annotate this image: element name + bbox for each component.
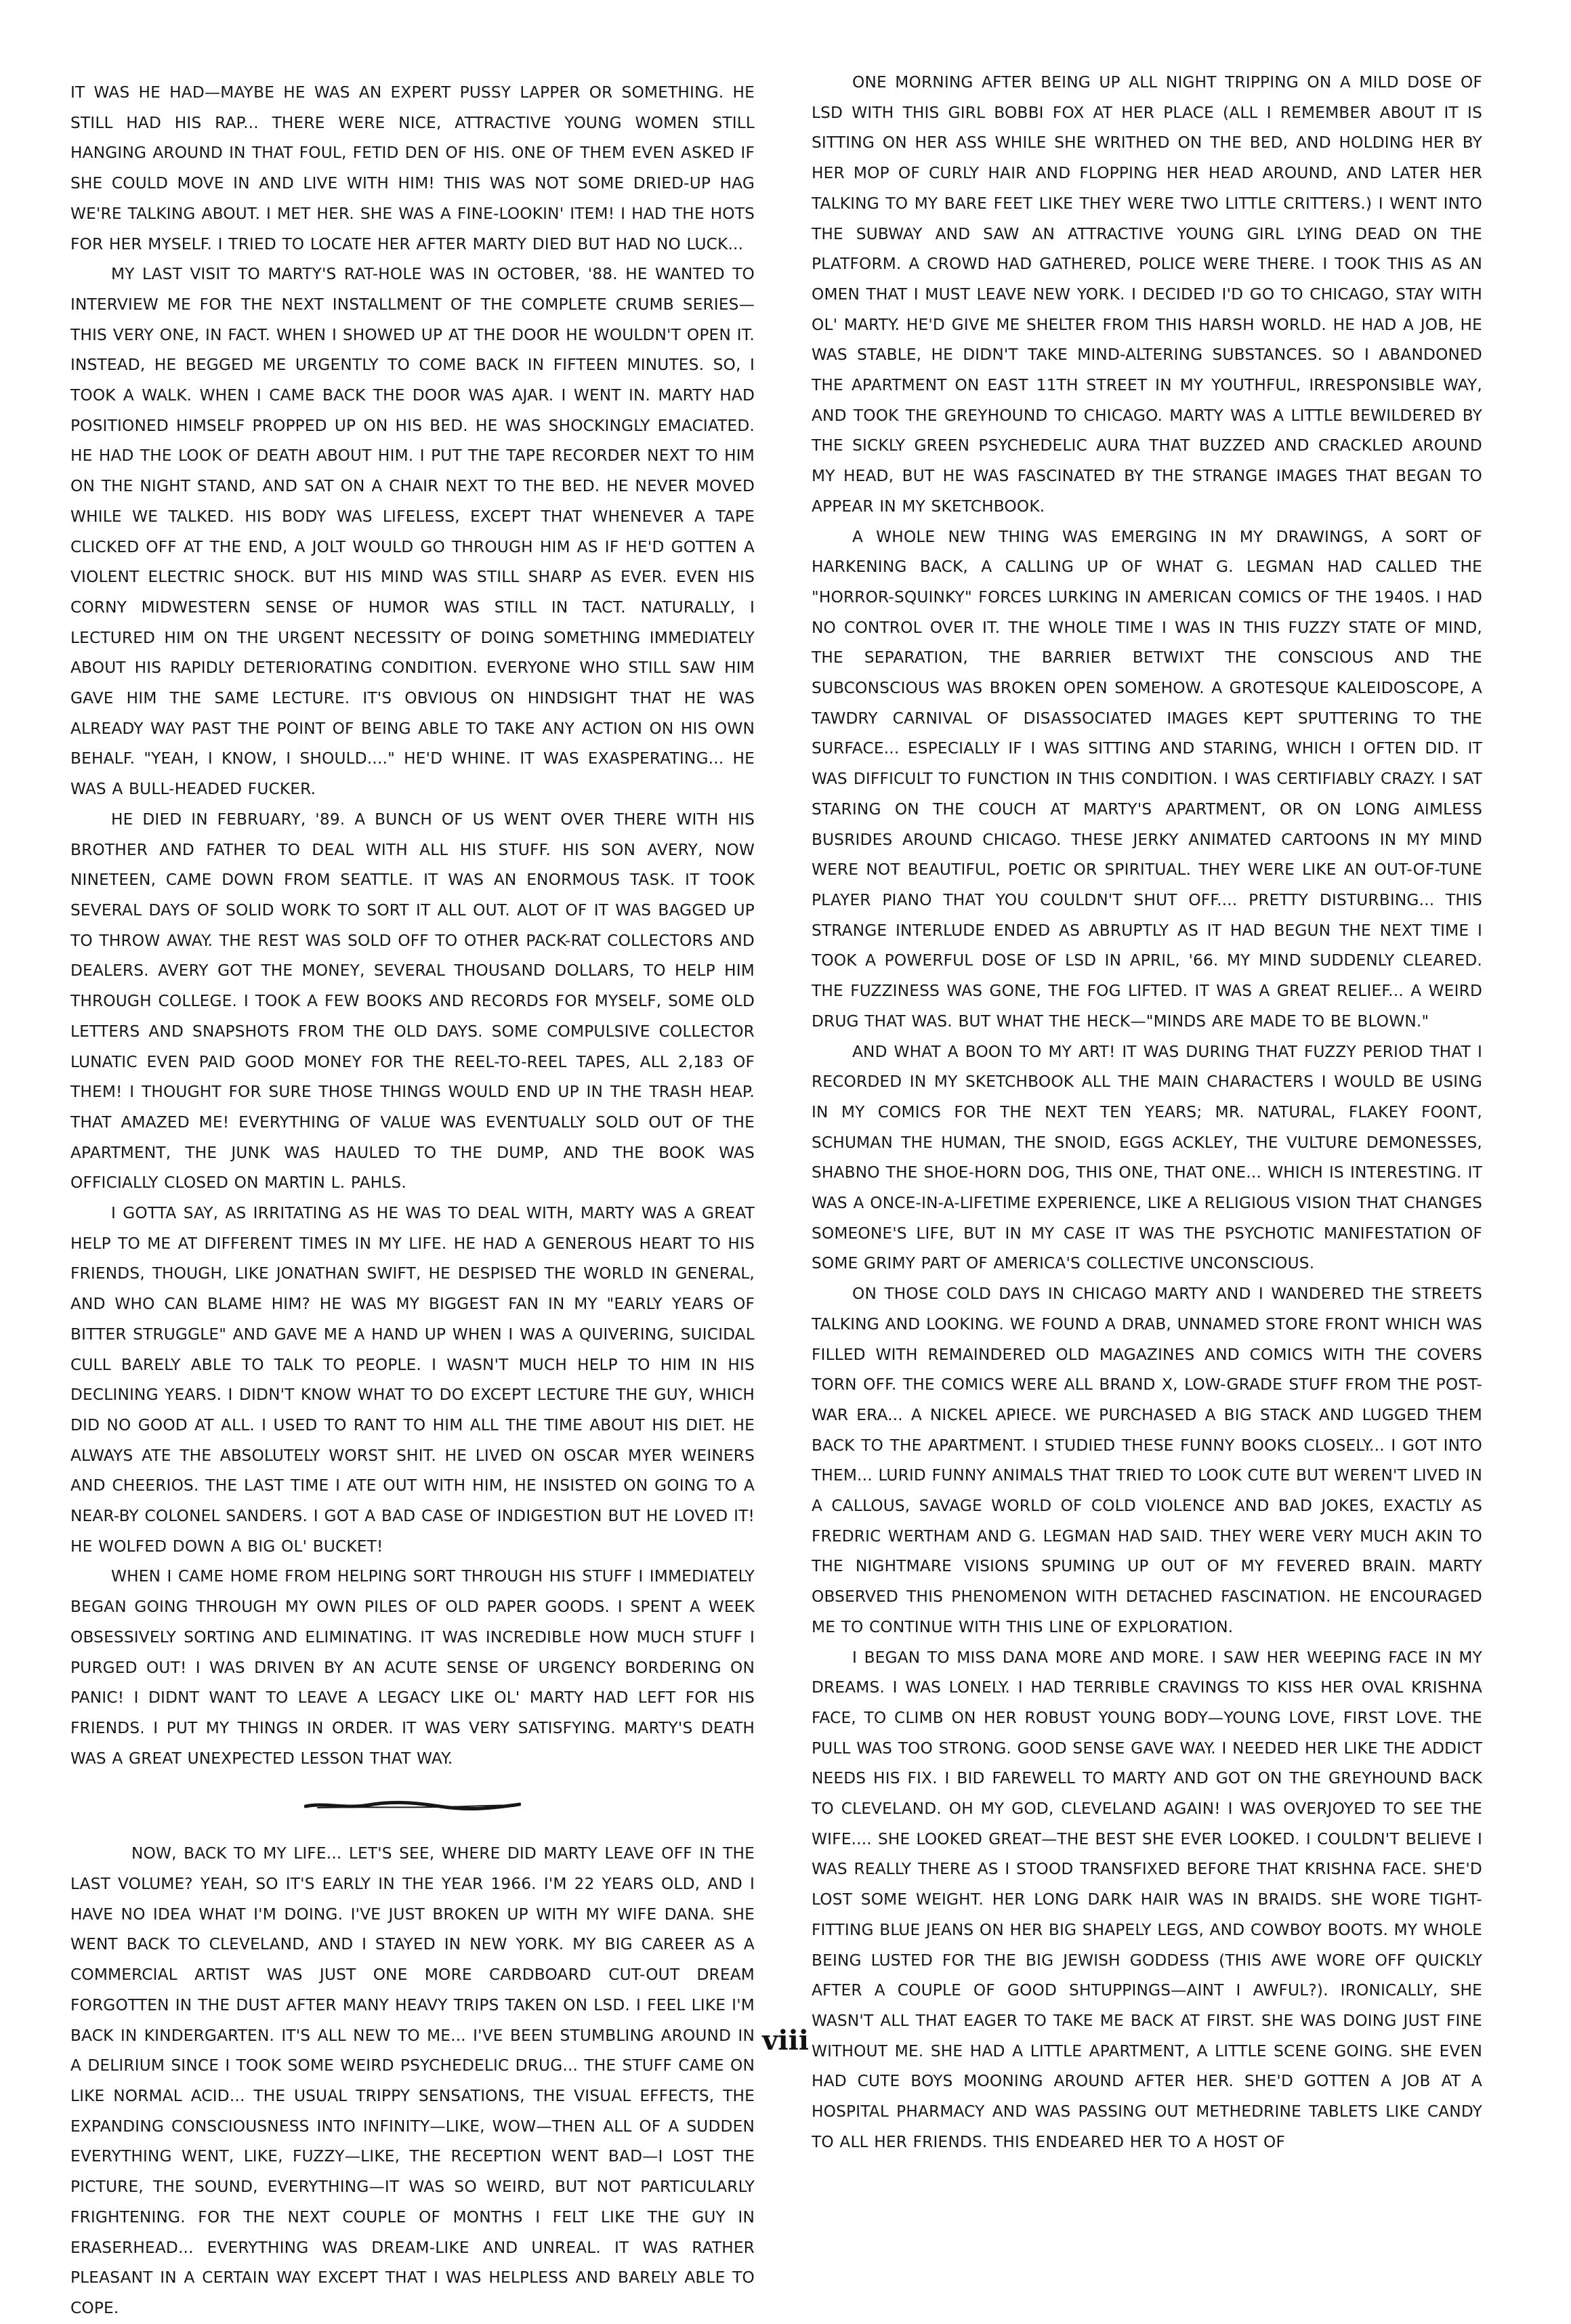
paragraph: AND WHAT A BOON TO MY ART! IT WAS DURING THAT FUZZY PERIOD THAT I RECORDED IN MY SKETCHBOOK ALL THE MAIN CHARACTERS I WOULD BE USING IN MY COMICS FOR THE NEXT TEN YEARS; MR. NATURAL, FLAKEY FOONT, SCHUMAN THE HUMAN, THE SNOID, EGGS ACKLEY, THE VULTURE DEMONESSES, SHABNO THE SHOE-HORN DOG, THIS ONE, THAT ONE... WHICH IS INTERESTING. IT WAS A ONCE-IN-A-LIFETIME EXPERIENCE, LIKE A RELIGIOUS VISION THAT CHANGES SOMEONE'S LIFE, BUT IN MY CASE IT WAS THE PSYCHOTIC MANIFESTATION OF SOME GRIMY PART OF AMERICA'S COLLECTIVE UNCONSCIOUS. [812, 1042, 1482, 1273]
paragraph: I BEGAN TO MISS DANA MORE AND MORE. I SAW HER WEEPING FACE IN MY DREAMS. I WAS LONELY. I HAD TERRIBLE CRAVINGS TO KISS HER OVAL KRISHNA FACE, TO CLIMB ON HER ROBUST YOUNG BODY—YOUNG LOVE, FIRST LOVE. THE PULL WAS TOO STRONG. GOOD SENSE GAVE WAY. I NEEDED HER LIKE THE ADDICT NEEDS HIS FIX. I BID FAREWELL TO MARTY AND GOT ON THE GREYHOUND BACK TO CLEVELAND. OH MY GOD, CLEVELAND AGAIN! I WAS OVERJOYED TO SEE THE WIFE.... SHE LOOKED GREAT—THE BEST SHE EVER LOOKED. I COULDN'T BELIEVE I WAS REALLY THERE AS I STOOD TRANSFIXED BEFORE THAT KRISHNA FACE. SHE'D LOST SOME WEIGHT. HER LONG DARK HAIR WAS IN BRAIDS. SHE WORE TIGHT-FITTING BLUE JEANS ON HER BIG SHAPELY LEGS, AND COWBOY BOOTS. MY WHOLE BEING LUSTED FOR THE BIG JEWISH GODDESS (THIS AWE WORE OFF QUICKLY AFTER A COUPLE OF GOOD SHTUPPINGS—AINT I AWFUL?). IRONICALLY, SHE WASN'T ALL THAT EAGER TO TAKE ME BACK AT FIRST. SHE WAS DOING JUST FINE WITHOUT ME. SHE HAD A LITTLE APARTMENT, A LITTLE SCENE GOING. SHE EVEN HAD CUTE BOYS MOONING AROUND AFTER HER. SHE'D GOTTEN A JOB AT A HOSPITAL PHARMACY AND WAS PASSING OUT METHEDRINE TABLETS LIKE CANDY TO ALL HER FRIENDS. THIS ENDEARED HER TO A HOST OF [812, 1648, 1482, 2151]
paragraph: NOW, BACK TO MY LIFE... LET'S SEE, WHERE DID MARTY LEAVE OFF IN THE LAST VOLUME? YEAH, SO IT'S EARLY IN THE YEAR 1966. I'M 22 YEARS OLD, AND I HAVE NO IDEA WHAT I'M DOING. I'VE JUST BROKEN UP WITH MY WIFE DANA. SHE WENT BACK TO CLEVELAND, AND I STAYED IN NEW YORK. MY BIG CAREER AS A COMMERCIAL ARTIST WAS JUST ONE MORE CARDBOARD CUT-OUT DREAM FORGOTTEN IN THE DUST AFTER MANY HEAVY TRIPS TAKEN ON LSD. I FEEL LIKE I'M BACK IN KINDERGARTEN. IT'S ALL NEW TO ME... I'VE BEEN STUMBLING AROUND IN A DELIRIUM SINCE I TOOK SOME WEIRD PSYCHEDELIC DRUG... THE STUFF CAME ON LIKE NORMAL ACID... THE USUAL TRIPPY SENSATIONS, THE VISUAL EFFECTS, THE EXPANDING CONSCIOUSNESS INTO INFINITY—LIKE, WOW—THEN ALL OF A SUDDEN EVERYTHING WENT, LIKE, FUZZY—LIKE, THE RECEPTION WENT BAD—I LOST THE PICTURE, THE SOUND, EVERYTHING—IT WAS SO WEIRD, BUT NOT PARTICULARLY FRIGHTENING. FOR THE NEXT COUPLE OF MONTHS I FELT LIKE THE GUY IN ERASERHEAD... EVERYTHING WAS DREAM-LIKE AND UNREAL. IT WAS RATHER PLEASANT IN A CERTAIN WAY EXCEPT THAT I WAS HELPLESS AND BARELY ABLE TO COPE. [70, 1844, 755, 2317]
hand-drawn-divider-line [304, 1798, 521, 1812]
paragraph: ONE MORNING AFTER BEING UP ALL NIGHT TRIPPING ON A MILD DOSE OF LSD WITH THIS GIRL BOBBI FOX AT HER PLACE (ALL I REMEMBER ABOUT IT IS SITTING ON HER ASS WHILE SHE WRITHED ON THE BED, AND HOLDING HER BY HER MOP OF CURLY HAIR AND FLOPPING HER HEAD AROUND, AND LATER HER TALKING TO MY BARE FEET LIKE THEY WERE TWO LITTLE CRITTERS.) I WENT INTO THE SUBWAY AND SAW AN ATTRACTIVE YOUNG GIRL LYING DEAD ON THE PLATFORM. A CROWD HAD GATHERED, POLICE WERE THERE. I TOOK THIS AS AN OMEN THAT I MUST LEAVE NEW YORK. I DECIDED I'D GO TO CHICAGO, STAY WITH OL' MARTY. HE'D GIVE ME SHELTER FROM THIS HARSH WORLD. HE HAD A JOB, HE WAS STABLE, HE DIDN'T TAKE MIND-ALTERING SUBSTANCES. SO I ABANDONED THE APARTMENT ON EAST 11TH STREET IN MY YOUTHFUL, IRRESPONSIBLE WAY, AND TOOK THE GREYHOUND TO CHICAGO. MARTY WAS A LITTLE BEWILDERED BY THE SICKLY GREEN PSYCHEDELIC AURA THAT BUZZED AND CRACKLED AROUND MY HEAD, BUT HE WAS FASCINATED BY THE STRANGE IMAGES THAT BEGAN TO APPEAR IN MY SKETCHBOOK. [812, 73, 1482, 516]
paragraph: WHEN I CAME HOME FROM HELPING SORT THROUGH HIS STUFF I IMMEDIATELY BEGAN GOING THROUGH MY OWN PILES OF OLD PAPER GOODS. I SPENT A WEEK OBSESSIVELY SORTING AND ELIMINATING. IT WAS INCREDIBLE HOW MUCH STUFF I PURGED OUT! I WAS DRIVEN BY AN ACUTE SENSE OF URGENCY BORDERING ON PANIC! I DIDNT WANT TO LEAVE A LEGACY LIKE OL' MARTY HAD LEFT FOR HIS FRIENDS. I PUT MY THINGS IN ORDER. IT WAS VERY SATISFYING. MARTY'S DEATH WAS A GREAT UNEXPECTED LESSON THAT WAY. [70, 1567, 755, 1768]
paragraph: ON THOSE COLD DAYS IN CHICAGO MARTY AND I WANDERED THE STREETS TALKING AND LOOKING. WE FOUND A DRAB, UNNAMED STORE FRONT WHICH WAS FILLED WITH REMAINDERED OLD MAGAZINES AND COMICS WITH THE COVERS TORN OFF. THE COMICS WERE ALL BRAND X, LOW-GRADE STUFF FROM THE POST-WAR ERA... A NICKEL APIECE. WE PURCHASED A BIG STACK AND LUGGED THEM BACK TO THE APARTMENT. I STUDIED THESE FUNNY BOOKS CLOSELY... I GOT INTO THEM... LURID FUNNY ANIMALS THAT TRIED TO LOOK CUTE BUT WEREN'T LIVED IN A CALLOUS, SAVAGE WORLD OF COLD VIOLENCE AND BAD JOKES, EXACTLY AS FREDRIC WERTHAM AND G. LEGMAN HAD SAID. THEY WERE VERY MUCH AKIN TO THE NIGHTMARE VISIONS SPUMING UP OUT OF MY FEVERED BRAIN. MARTY OBSERVED THIS PHENOMENON WITH DETACHED FASCINATION. HE ENCOURAGED ME TO CONTINUE WITH THIS LINE OF EXPLORATION. [812, 1285, 1482, 1636]
paragraph: A WHOLE NEW THING WAS EMERGING IN MY DRAWINGS, A SORT OF HARKENING BACK, A CALLING UP OF WHAT G. LEGMAN HAD CALLED THE "HORROR-SQUINKY" FORCES LURKING IN AMERICAN COMICS OF THE 1940S. I HAD NO CONTROL OVER IT. THE WHOLE TIME I WAS IN THIS FUZZY STATE OF MIND, THE SEPARATION, THE BARRIER BETWIXT THE CONSCIOUS AND THE SUBCONSCIOUS WAS BROKEN OPEN SOMEHOW. A GROTESQUE KALEIDOSCOPE, A TAWDRY CARNIVAL OF DISASSOCIATED IMAGES KEPT SPUTTERING TO THE SURFACE... ESPECIALLY IF I WAS SITTING AND STARING, WHICH I OFTEN DID. IT WAS DIFFICULT TO FUNCTION IN THIS CONDITION. I WAS CERTIFIABLY CRAZY. I SAT STARING ON THE COUCH AT MARTY'S APARTMENT, OR ON LONG AIMLESS BUSRIDES AROUND CHICAGO. THESE JERKY ANIMATED CARTOONS IN MY MIND WERE NOT BEAUTIFUL, POETIC OR SPIRITUAL. THEY WERE LIKE AN OUT-OF-TUNE PLAYER PIANO THAT YOU COULDN'T SHUT OFF.... PRETTY DISTURBING... THIS STRANGE INTERLUDE ENDED AS ABRUPTLY AS IT HAD BEGUN THE NEXT TIME I TOOK A POWERFUL DOSE OF LSD IN APRIL, '66. MY MIND SUDDENLY CLEARED. THE FUZZINESS WAS GONE, THE FOG LIFTED. IT WAS A GREAT RELIEF... A WEIRD DRUG THAT WAS. BUT WHAT THE HECK—"MINDS ARE MADE TO BE BLOWN." [812, 527, 1482, 1031]
left-text-column [70, 78, 755, 2324]
paragraph: HE DIED IN FEBRUARY, '89. A BUNCH OF US WENT OVER THERE WITH HIS BROTHER AND FATHER TO DEAL WITH ALL HIS STUFF. HIS SON AVERY, NOW NINETEEN, CAME DOWN FROM SEATTLE. IT WAS AN ENORMOUS TASK. IT TOOK SEVERAL DAYS OF SOLID WORK TO SORT IT ALL OUT. ALOT OF IT WAS BAGGED UP TO THROW AWAY. THE REST WAS SOLD OFF TO OTHER PACK-RAT COLLECTORS AND DEALERS. AVERY GOT THE MONEY, SEVERAL THOUSAND DOLLARS, TO HELP HIM THROUGH COLLEGE. I TOOK A FEW BOOKS AND RECORDS FOR MYSELF, SOME OLD LETTERS AND SNAPSHOTS FROM THE OLD DAYS. SOME COMPULSIVE COLLECTOR LUNATIC EVEN PAID GOOD MONEY FOR THE REEL-TO-REEL TAPES, ALL 2,183 OF THEM! I THOUGHT FOR SURE THOSE THINGS WOULD END UP IN THE TRASH HEAP. THAT AMAZED ME! EVERYTHING OF VALUE WAS EVENTUALLY SOLD OUT OF THE APARTMENT, THE JUNK WAS HAULED TO THE DUMP, AND THE BOOK WAS OFFICIALLY CLOSED ON MARTIN L. PAHLS. [70, 810, 755, 1192]
page-number: viii [762, 2025, 809, 2056]
paragraph: MY LAST VISIT TO MARTY'S RAT-HOLE WAS IN OCTOBER, '88. HE WANTED TO INTERVIEW ME FOR THE NEXT INSTALLMENT OF THE COMPLETE CRUMB SERIES—THIS VERY ONE, IN FACT. WHEN I SHOWED UP AT THE DOOR HE WOULDN'T OPEN IT. INSTEAD, HE BEGGED ME URGENTLY TO COME BACK IN FIFTEEN MINUTES. SO, I TOOK A WALK. WHEN I CAME BACK THE DOOR WAS AJAR. I WENT IN. MARTY HAD POSITIONED HIMSELF PROPPED UP ON HIS BED. HE WAS SHOCKINGLY EMACIATED. HE HAD THE LOOK OF DEATH ABOUT HIM. I PUT THE TAPE RECORDER NEXT TO HIM ON THE NIGHT STAND, AND SAT ON A CHAIR NEXT TO THE BED. HE NEVER MOVED WHILE WE TALKED. HIS BODY WAS LIFELESS, EXCEPT THAT WHENEVER A TAPE CLICKED OFF AT THE END, A JOLT WOULD GO THROUGH HIM AS IF HE'D GOTTEN A VIOLENT ELECTRIC SHOCK. BUT HIS MIND WAS STILL SHARP AS EVER. EVEN HIS CORNY MIDWESTERN SENSE OF HUMOR WAS STILL IN TACT. NATURALLY, I LECTURED HIM ON THE URGENT NECESSITY OF DOING SOMETHING IMMEDIATELY ABOUT HIS RAPIDLY DETERIORATING CONDITION. EVERYONE WHO STILL SAW HIM GAVE HIM THE SAME LECTURE. IT'S OBVIOUS ON HINDSIGHT THAT HE WAS ALREADY WAY PAST THE POINT OF BEING ABLE TO TAKE ANY ACTION ON HIS OWN BEHALF. "YEAH, I KNOW, I SHOULD...." HE'D WHINE. IT WAS EXASPERATING... HE WAS A BULL-HEADED FUCKER. [70, 265, 755, 799]
right-text-column [812, 68, 1482, 2158]
paragraph: IT WAS HE HAD—MAYBE HE WAS AN EXPERT PUSSY LAPPER OR SOMETHING. HE STILL HAD HIS RAP... THERE WERE NICE, ATTRACTIVE YOUNG WOMEN STILL HANGING AROUND IN THAT FOUL, FETID DEN OF HIS. ONE OF THEM EVEN ASKED IF SHE COULD MOVE IN AND LIVE WITH HIM! THIS WAS NOT SOME DRIED-UP HAG WE'RE TALKING ABOUT. I MET HER. SHE WAS A FINE-LOOKIN' ITEM! I HAD THE HOTS FOR HER MYSELF. I TRIED TO LOCATE HER AFTER MARTY DIED BUT HAD NO LUCK... [70, 83, 755, 253]
paragraph: I GOTTA SAY, AS IRRITATING AS HE WAS TO DEAL WITH, MARTY WAS A GREAT HELP TO ME AT DIFFERENT TIMES IN MY LIFE. HE HAD A GENEROUS HEART TO HIS FRIENDS, THOUGH, LIKE JONATHAN SWIFT, HE DESPISED THE WORLD IN GENERAL, AND WHO CAN BLAME HIM? HE WAS MY BIGGEST FAN IN MY "EARLY YEARS OF BITTER STRUGGLE" AND GAVE ME A HAND UP WHEN I WAS A QUIVERING, SUICIDAL CULL BARELY ABLE TO TALK TO PEOPLE. I WASN'T MUCH HELP TO HIM IN HIS DECLINING YEARS. I DIDN'T KNOW WHAT TO DO EXCEPT LECTURE THE GUY, WHICH DID NO GOOD AT ALL. I USED TO RANT TO HIM ALL THE TIME ABOUT HIS DIET. HE ALWAYS ATE THE ABSOLUTELY WORST SHIT. HE LIVED ON OSCAR MYER WEINERS AND CHEERIOS. THE LAST TIME I ATE OUT WITH HIM, HE INSISTED ON GOING TO A NEAR-BY COLONEL SANDERS. I GOT A BAD CASE OF INDIGESTION BUT HE LOVED IT! HE WOLFED DOWN A BIG OL' BUCKET! [70, 1204, 755, 1556]
